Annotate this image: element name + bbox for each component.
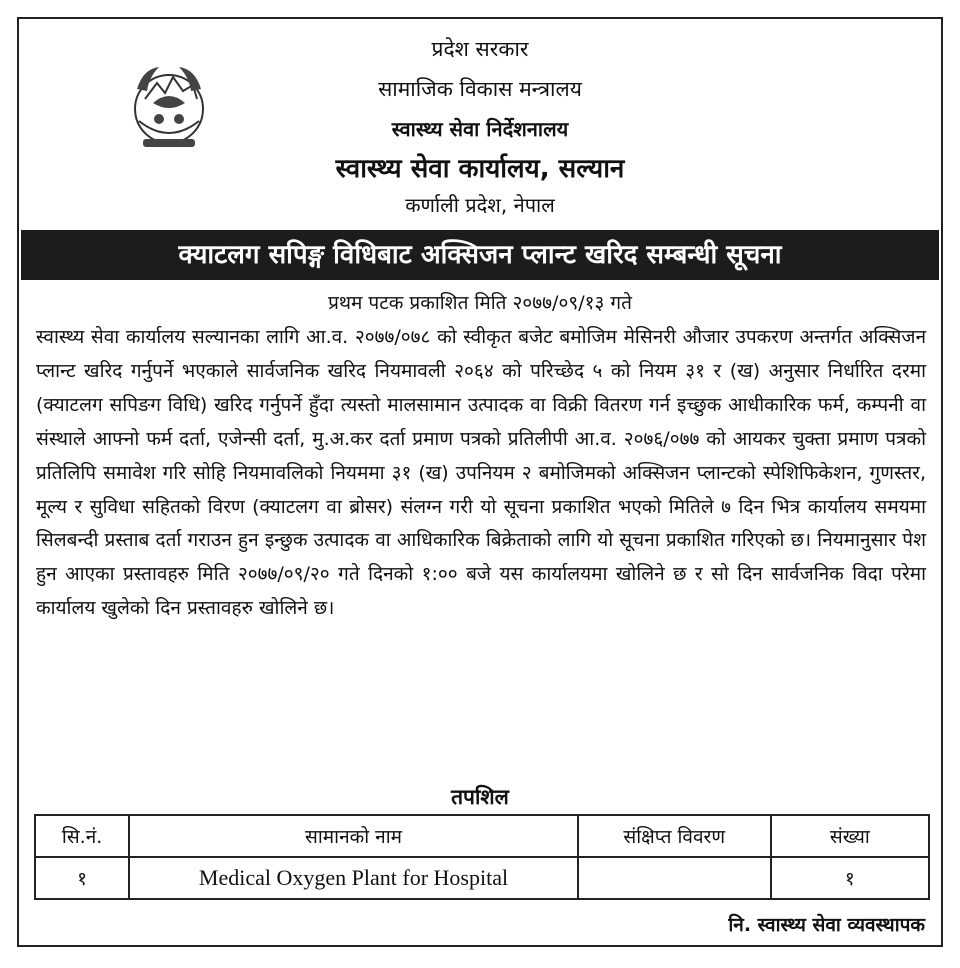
cell-sn: १ <box>35 857 129 899</box>
province-government: प्रदेश सरकार <box>431 37 529 61</box>
table-row <box>35 857 929 899</box>
ministry-name: सामाजिक विकास मन्त्रालय <box>378 77 582 101</box>
table-header-row <box>35 815 929 857</box>
column-header-item-name: सामानको नाम <box>129 815 578 857</box>
office-name: स्वास्थ्य सेवा कार्यालय, सल्यान <box>335 154 625 184</box>
publication-date: प्रथम पटक प्रकाशित मिति २०७७/०९/१३ गते <box>328 292 632 314</box>
notice-title: क्याटलग सपिङ्ग विधिबाट अक्सिजन प्लान्ट खरिद सम्बन्धी सूचना <box>178 240 782 270</box>
cell-description <box>578 857 771 899</box>
notice-title-banner <box>21 230 939 280</box>
notice-body: स्वास्थ्य सेवा कार्यालय सल्यानका लागि आ.व. २०७७/०७८ को स्वीकृत बजेट बमोजिम मेसिनरी औजार उपकरण अन्तर्गत अक्सिजन प्लान्ट खरिद गर्नुपर्ने भएकाले सार्वजनिक खरिद नियमावली २०६४ को परिच्छेद ५ को नियम ३१ र (ख) अनुसार निर्धारित दरमा (क्याटलग सपिङग विधि) खरिद गर्नुपर्ने हुँदा त्यस्तो मालसामान उत्पादक वा विक्री वितरण गर्न इच्छुक आधीकारिक फर्म, कम्पनी वा संस्थाले आफ्नो फर्म दर्ता, एजेन्सी दर्ता, मु.अ.कर दर्ता प्रमाण पत्रको प्रतिलीपी आ.व. २०७६/०७७ को आयकर चुक्ता प्रमाण पत्रको प्रतिलिपि समावेश गरि सोहि नियमावलिको नियममा ३१ (ख) उपनियम २ बमोजिमको अक्सिजन प्लान्टको स्पेशिफिकेशन, गुणस्तर, मूल्य र सुविधा सहितको विरण (क्याटलग वा ब्रोसर) संलग्न गरी यो सूचना प्रकाशित भएको मितिले ७ दिन भित्र कार्यालय समयमा सिलबन्दी प्रस्ताब दर्ता गराउन हुन इन्छुक उत्पादक वा आधिकारिक बिक्रेताको लागि यो सूचना प्रकाशित गरिएको छ। नियमानुसार पेश हुन आएका प्रस्तावहरु मिति २०७७/०९/२० गते दिनको १:०० बजे यस कार्यालयमा खोलिने छ र सो दिन सार्वजनिक विदा परेमा कार्यालय खुलेको दिन प्रस्तावहरु खोलिने छ। <box>36 326 926 620</box>
directorate-name: स्वास्थ्य सेवा निर्देशनालय <box>391 117 569 141</box>
column-header-quantity: संख्या <box>771 815 929 857</box>
column-header-sn: सि.नं. <box>35 815 129 857</box>
details-heading: तपशिल <box>451 785 509 809</box>
cell-item-name: Medical Oxygen Plant for Hospital <box>129 857 578 899</box>
cell-quantity: १ <box>771 857 929 899</box>
public-notice <box>17 17 943 947</box>
signatory-title: नि. स्वास्थ्य सेवा व्यवस्थापक <box>728 914 925 936</box>
office-location: कर्णाली प्रदेश, नेपाल <box>405 193 555 217</box>
items-table <box>34 814 930 900</box>
column-header-description: संक्षिप्त विवरण <box>578 815 771 857</box>
